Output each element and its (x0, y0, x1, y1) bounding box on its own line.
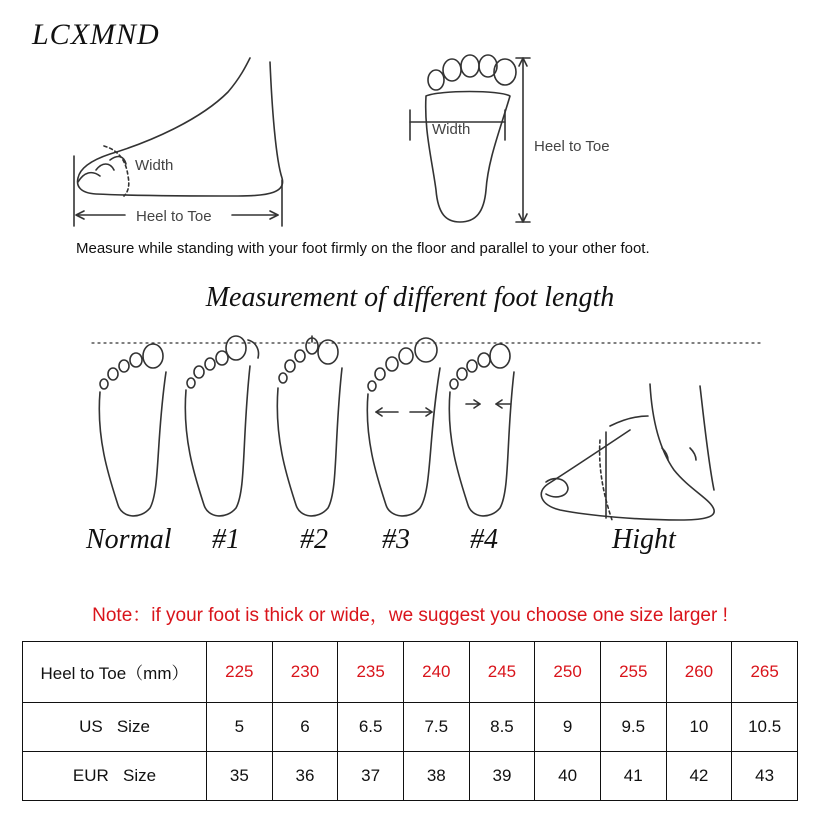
side-view-foot-diagram (74, 58, 283, 226)
table-cell: 250 (535, 642, 601, 703)
caption-type-4: #4 (470, 524, 498, 555)
table-cell: 230 (272, 642, 338, 703)
table-cell: 240 (403, 642, 469, 703)
table-cell: 5 (207, 702, 273, 751)
caption-type-2: #2 (300, 524, 328, 555)
table-cell: 35 (207, 751, 273, 800)
caption-type-1: #1 (212, 524, 240, 555)
table-cell: 9 (535, 702, 601, 751)
table-cell: 36 (272, 751, 338, 800)
size-note: Note：if your foot is thick or wide，we suggest you choose one size larger ! (92, 605, 728, 626)
foot-normal (99, 344, 166, 516)
table-cell: 40 (535, 751, 601, 800)
table-cell: 41 (600, 751, 666, 800)
table-cell: 8.5 (469, 702, 535, 751)
foot-types-heading: Measurement of different foot length (205, 282, 615, 313)
foot-type-3 (367, 338, 440, 516)
table-cell: 10.5 (732, 702, 798, 751)
table-cell: 260 (666, 642, 732, 703)
caption-normal: Normal (86, 524, 172, 555)
table-cell: 42 (666, 751, 732, 800)
table-cell: 43 (732, 751, 798, 800)
table-cell: 6 (272, 702, 338, 751)
table-cell: 10 (666, 702, 732, 751)
table-cell: 6.5 (338, 702, 404, 751)
table-cell: 39 (469, 751, 535, 800)
table-row-heel-to-toe (23, 642, 798, 703)
size-chart-table (22, 641, 798, 801)
caption-high: Hight (612, 524, 676, 555)
row-label: US Size (23, 702, 207, 751)
table-cell: 7.5 (403, 702, 469, 751)
row-label: Heel to Toe（mm） (23, 642, 207, 703)
table-cell: 245 (469, 642, 535, 703)
table-cell: 38 (403, 751, 469, 800)
brand-logo: LCXMND (32, 18, 160, 51)
table-cell: 225 (207, 642, 273, 703)
table-cell: 235 (338, 642, 404, 703)
row-label: EUR Size (23, 751, 207, 800)
table-cell: 265 (732, 642, 798, 703)
table-cell: 9.5 (600, 702, 666, 751)
caption-type-3: #3 (382, 524, 410, 555)
table-cell: 255 (600, 642, 666, 703)
foot-type-4 (449, 344, 514, 516)
top-width-label: Width (432, 121, 471, 138)
measurement-instruction: Measure while standing with your foot firmly on the floor and parallel to your other foot. (76, 240, 650, 257)
table-row-eur-size (23, 751, 798, 800)
top-heel-to-toe-label: Heel to Toe (534, 138, 610, 155)
foot-high-instep (541, 384, 714, 520)
top-view-foot-diagram (410, 55, 610, 222)
foot-type-2 (277, 336, 342, 516)
table-row-us-size (23, 702, 798, 751)
foot-type-1 (185, 336, 258, 516)
table-cell: 37 (338, 751, 404, 800)
side-heel-to-toe-label: Heel to Toe (136, 208, 212, 225)
side-width-label: Width (135, 157, 174, 174)
